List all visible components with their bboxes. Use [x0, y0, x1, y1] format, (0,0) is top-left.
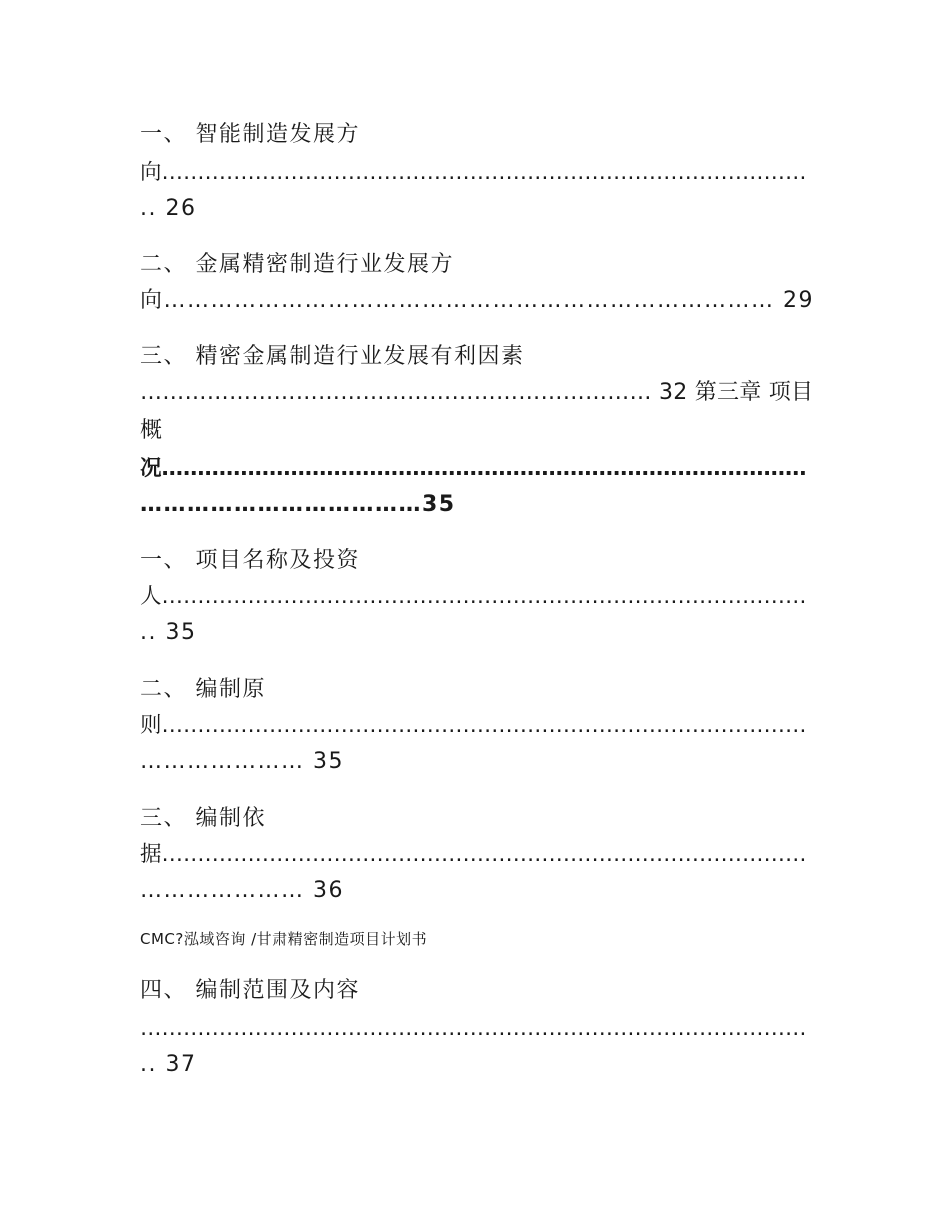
toc-heading-scope-content: 四、 编制范围及内容: [140, 978, 360, 1003]
toc-heading-favorable-factors: 三、 精密金属制造行业发展有利因素: [140, 344, 525, 369]
toc-page-number: ………………… 36: [140, 878, 344, 903]
toc-heading-compilation-principles: 二、 编制原: [140, 677, 266, 702]
toc-page-number: .. 37: [140, 1052, 197, 1077]
toc-leader-line-chapter3: …………………………………………………………… 32 第三章 项目: [140, 380, 814, 405]
toc-leader-line: 向…………………………………………………………………… 29: [140, 288, 814, 313]
toc-leader-line: 人………………………………………………………………………………: [140, 584, 807, 609]
toc-heading-project-name-investor: 一、 项目名称及投资: [140, 548, 360, 573]
toc-chapter-page-number: ………………………………35: [140, 492, 456, 517]
toc-page-number: ………………… 35: [140, 749, 344, 774]
toc-leader-line: 则………………………………………………………………………………: [140, 713, 807, 738]
toc-leader-line: …………………………………………………………………………………: [140, 1016, 807, 1041]
toc-heading-compilation-basis: 三、 编制依: [140, 806, 266, 831]
toc-page-number: .. 35: [140, 620, 197, 645]
running-header: CMC?泓域咨询 /甘肃精密制造项目计划书: [140, 930, 428, 948]
toc-page-number: .. 26: [140, 196, 197, 221]
toc-leader-line: 据………………………………………………………………………………: [140, 842, 807, 867]
toc-chapter-title-part: 概: [140, 418, 164, 443]
toc-chapter-leader-line: 况………………………………………………………………………………: [140, 456, 807, 481]
toc-heading-smart-manufacturing: 一、 智能制造发展方: [140, 122, 360, 147]
toc-leader-line: 向………………………………………………………………………………: [140, 160, 807, 185]
toc-heading-metal-precision-trend: 二、 金属精密制造行业发展方: [140, 252, 454, 277]
